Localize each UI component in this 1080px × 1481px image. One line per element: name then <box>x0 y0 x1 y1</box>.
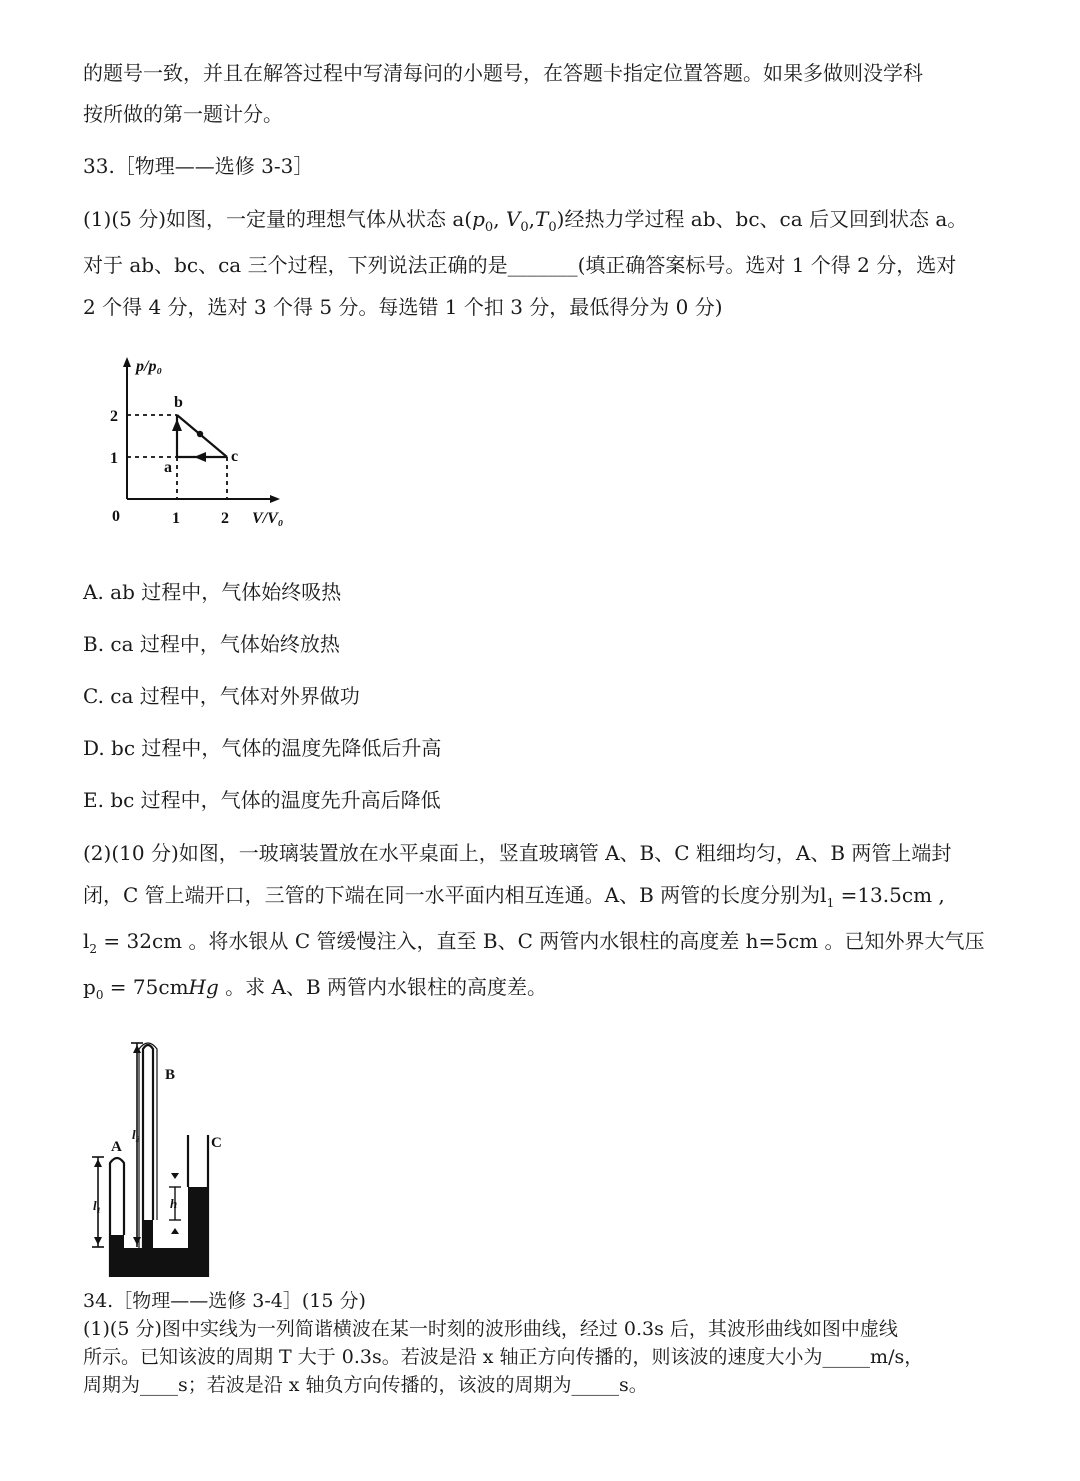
option-e: E. bc 过程中，气体的温度先升高后降低 <box>83 788 441 812</box>
q33-p2-line-3 <box>83 928 984 962</box>
arrow-bc <box>197 431 203 437</box>
option-b: B. ca 过程中，气体始终放热 <box>83 632 340 656</box>
q33-p1-line1-post: )经热力学过程 ab、bc、ca 后又回到状态 a。 <box>556 207 968 231</box>
option-c: C. ca 过程中，气体对外界做功 <box>83 684 360 708</box>
arrow-ab <box>172 419 182 431</box>
q33-p2-line2-pre: 闭，C 管上端开口，三管的下端在同一水平面内相互连通。A、B 两管的长度分别为 <box>83 883 821 907</box>
tube-label-c: C <box>211 1135 222 1151</box>
q33-p1-line-3: 2 个得 4 分，选对 3 个得 5 分。每选错 1 个扣 3 分，最低得分为 0 分) <box>83 295 723 319</box>
pv-x-arrow <box>270 495 280 503</box>
pv-y-arrow <box>123 357 131 367</box>
state-p-var: p <box>472 207 485 231</box>
option-a: A. ab 过程中，气体始终吸热 <box>83 580 342 604</box>
q33-p2-line-4 <box>83 974 547 1008</box>
q34-header: 34.［物理——选修 3-4］(15 分) <box>83 1290 366 1312</box>
q33-p2-line-1: (2)(10 分)如图，一玻璃装置放在水平桌面上，竖直玻璃管 A、B、C 粗细均匀，A、B 两管上端封 <box>83 841 952 865</box>
state-v-var: V <box>505 207 521 231</box>
p0-var: p <box>83 975 96 999</box>
state-v-sub: 0 <box>520 220 529 235</box>
q33-p1-line-2: 对于 ab、bc、ca 三个过程，下列说法正确的是_______(填正确答案标号。选对 1 个得 2 分，选对 <box>83 253 957 277</box>
state-sep-1: , <box>493 207 506 231</box>
tube-label-l1: l₁ <box>93 1198 102 1213</box>
state-t-var: T <box>535 207 549 231</box>
l2-arrow-bottom <box>133 1237 141 1245</box>
q34-line-2: 所示。已知该波的周期 T 大于 0.3s。若波是沿 x 轴正方向传播的，则该波的速度大小为_____m/s， <box>83 1346 924 1368</box>
pv-point-c: c <box>231 448 239 465</box>
pv-point-b: b <box>174 394 183 411</box>
q33-p1-line1-pre: (1)(5 分)如图，一定量的理想气体从状态 a( <box>83 207 473 231</box>
q33-p1-line-1 <box>83 206 967 241</box>
l1-arrow-top <box>94 1159 102 1167</box>
pv-point-a: a <box>164 459 172 476</box>
l2-sub: 2 <box>89 942 98 956</box>
arrow-ca <box>194 452 206 462</box>
pv-x-axis-label: V/V₀ <box>252 510 284 527</box>
pv-graph <box>100 355 310 535</box>
tube-b <box>143 1045 153 1248</box>
state-sep-2: , <box>528 207 536 231</box>
pv-x-tick-2: 2 <box>221 510 229 527</box>
q33-p2-line4-post: 。求 A、B 两管内水银柱的高度差。 <box>218 975 548 999</box>
tube-label-a: A <box>111 1139 122 1155</box>
q34-line-1: (1)(5 分)图中实线为一列简谐横波在某一时刻的波形曲线，经过 0.3s 后，其波形曲线如图中虚线 <box>83 1318 898 1340</box>
l2-var: l <box>83 929 90 953</box>
l1-value: =13.5cm , <box>834 883 945 907</box>
h-arrow-top <box>171 1173 179 1179</box>
intro-line-2: 按所做的第一题计分。 <box>83 102 283 126</box>
l1-var: l <box>820 883 827 907</box>
q33-header: 33.［物理——选修 3-3］ <box>83 154 314 178</box>
l2-arrow-top <box>133 1045 141 1053</box>
p0-value: = 75cm <box>103 975 189 999</box>
tube-figure <box>85 1035 235 1280</box>
tube-label-h: h <box>170 1196 178 1211</box>
tube-label-b: B <box>165 1067 176 1083</box>
q33-p2-line3-mid: 。将水银从 C 管缓慢注入，直至 B、C 两管内水银柱的高度差 <box>182 929 746 953</box>
p0-unit: Hg <box>188 975 219 999</box>
pv-y-tick-1: 1 <box>110 450 118 467</box>
q33-p2-line3-post: 。已知外界大气压 <box>818 929 985 953</box>
state-p-sub: 0 <box>484 220 494 235</box>
p0-sub: 0 <box>95 988 104 1002</box>
q33-p2-line-2 <box>83 882 945 916</box>
l2-value: = 32cm <box>97 929 183 953</box>
q34-line-3: 周期为____s；若波是沿 x 轴负方向传播的，该波的周期为_____s。 <box>83 1374 648 1396</box>
pv-y-axis-label: p/p₀ <box>136 358 163 375</box>
tube-b-outer <box>139 1043 157 1248</box>
h-value: h=5cm <box>745 929 819 953</box>
l1-arrow-bottom <box>94 1237 102 1245</box>
pv-origin-label: 0 <box>112 508 120 525</box>
option-d: D. bc 过程中，气体的温度先降低后升高 <box>83 736 442 760</box>
intro-line-1: 的题号一致，并且在解答过程中写清每问的小题号，在答题卡指定位置答题。如果多做则没学科 <box>83 61 923 85</box>
tube-label-l2: l₂ <box>132 1127 141 1142</box>
pv-x-tick-1: 1 <box>172 510 180 527</box>
l1-sub: 1 <box>826 896 835 910</box>
state-t-sub: 0 <box>548 220 557 235</box>
pv-y-tick-2: 2 <box>110 408 118 425</box>
h-arrow-bottom <box>171 1228 179 1234</box>
